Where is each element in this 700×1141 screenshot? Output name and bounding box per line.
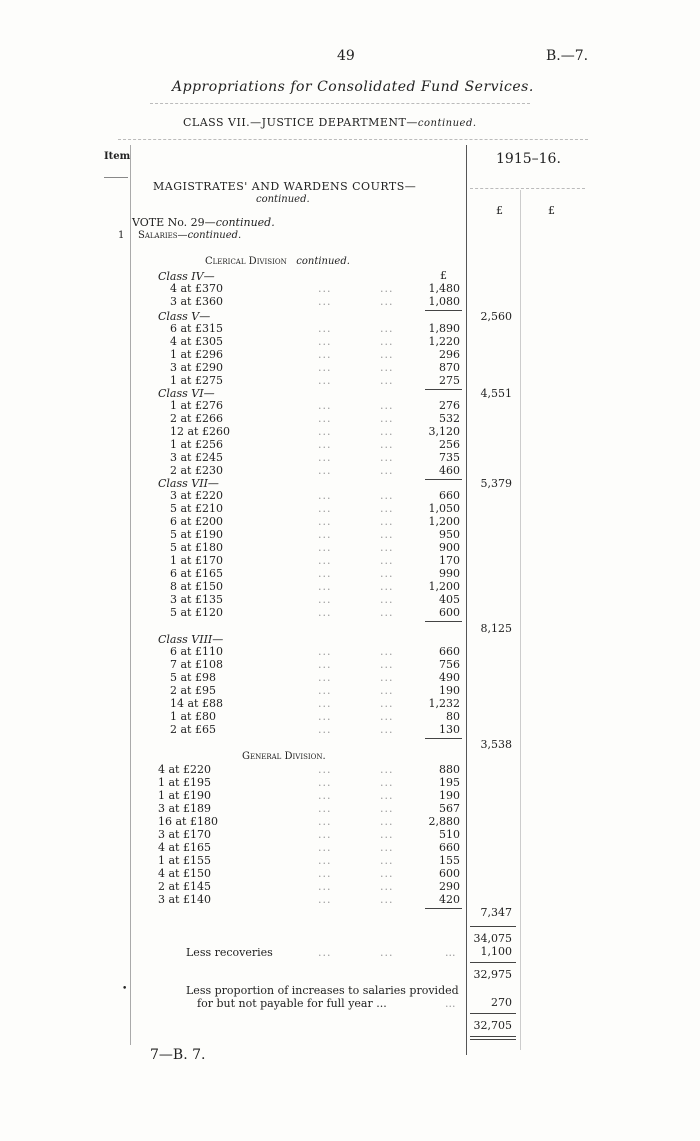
class-label: Class VII— [158,477,219,490]
dot-leader: ... [318,502,332,515]
document-reference: B.—7. [546,48,589,64]
increase-label-line1: Less proportion of increases to salaries provided [186,984,459,997]
subtotal-rule [470,926,516,927]
table-row [0,336,700,348]
table-row [0,283,700,295]
dot-leader: ... [380,438,394,451]
dot-leader: ... [318,515,332,528]
line-amount: 155 [439,854,460,867]
dot-leader: ... [318,697,332,710]
rate-description: 5 at £190 [170,528,223,541]
section-heading-continued: continued. [256,194,310,205]
increase-amount: 270 [491,996,512,1009]
dot-leader: ... [380,567,394,580]
line-amount: 1,480 [428,282,460,295]
page-number: 49 [337,48,355,64]
table-row [0,323,700,335]
table-row [0,607,700,619]
rate-description: 1 at £170 [170,554,223,567]
dot-leader: ... [380,593,394,606]
rate-description: 6 at £315 [170,322,223,335]
dot-leader: ... [380,893,394,906]
increase-leader: ... [445,997,456,1010]
line-amount: 880 [439,763,460,776]
class-total: 7,347 [480,906,512,919]
dot-leader: ... [380,464,394,477]
table-row [0,659,700,671]
line-amount: 296 [439,348,460,361]
table-row [0,362,700,374]
dot-leader: ... [318,815,332,828]
recoveries-label: Less recoveries [186,946,273,959]
dot-leader: ... [318,554,332,567]
rate-description: 1 at £195 [158,776,211,789]
dot-leader: ... [380,841,394,854]
line-amount: 990 [439,567,460,580]
recoveries-leader: ... [318,946,332,959]
table-row [0,296,700,308]
rate-description: 2 at £230 [170,464,223,477]
line-amount: 420 [439,893,460,906]
dot-leader: ... [380,606,394,619]
recoveries-amount: 1,100 [480,945,512,958]
table-row [0,516,700,528]
dot-leader: ... [318,828,332,841]
dot-leader: ... [380,399,394,412]
dot-leader: ... [318,593,332,606]
line-amount: 1,232 [428,697,460,710]
table-row [0,439,700,451]
dot-leader: ... [318,580,332,593]
rate-description: 5 at £210 [170,502,223,515]
section-heading: MAGISTRATES' AND WARDENS COURTS— [153,180,417,193]
dot-leader: ... [318,763,332,776]
dot-leader: ... [318,880,332,893]
dot-leader: ... [318,723,332,736]
table-row [0,375,700,387]
dot-leader: ... [318,606,332,619]
line-amount: 660 [439,841,460,854]
final-double-rule-1 [470,1036,516,1037]
rate-description: 3 at £189 [158,802,211,815]
rate-description: 3 at £140 [158,893,211,906]
line-amount: 567 [439,802,460,815]
line-amount: 130 [439,723,460,736]
table-row [0,646,700,658]
line-amount: 600 [439,606,460,619]
dot-leader: ... [318,841,332,854]
dot-leader: ... [380,880,394,893]
dot-leader: ... [380,348,394,361]
line-amount: 756 [439,658,460,671]
class-total: 5,379 [480,477,512,490]
dot-leader: ... [380,528,394,541]
table-row [0,555,700,567]
rate-description: 5 at £120 [170,606,223,619]
line-amount: 510 [439,828,460,841]
table-row [0,711,700,723]
class-total: 2,560 [480,310,512,323]
table-row [0,452,700,464]
line-amount: 195 [439,776,460,789]
rate-description: 4 at £165 [158,841,211,854]
rate-description: 12 at £260 [170,425,230,438]
line-amount: 1,080 [428,295,460,308]
table-row [0,581,700,593]
class-total: 4,551 [480,387,512,400]
dot-leader: ... [318,684,332,697]
dot-leader: ... [380,828,394,841]
final-amount: 32,705 [473,1019,512,1032]
dot-leader: ... [380,322,394,335]
rate-description: 1 at £256 [170,438,223,451]
dot-leader: ... [380,295,394,308]
rate-description: 3 at £135 [170,593,223,606]
rate-description: 8 at £150 [170,580,223,593]
table-row [0,842,700,854]
dot-leader: ... [380,282,394,295]
table-row [0,542,700,554]
line-amount: 3,120 [428,425,460,438]
rate-description: 16 at £180 [158,815,218,828]
rate-description: 5 at £180 [170,541,223,554]
table-row [0,777,700,789]
dot-leader: ... [380,489,394,502]
recoveries-leader-2: ... [380,946,394,959]
class-label: Class V— [158,310,211,323]
dot-leader: ... [318,645,332,658]
rate-description: 4 at £305 [170,335,223,348]
dot-leader: ... [380,710,394,723]
increase-label-line2: for but not payable for full year ... [197,997,387,1010]
dot-leader: ... [380,815,394,828]
pound-sign-1: £ [496,204,503,217]
line-amount: 735 [439,451,460,464]
dot-leader: ... [318,789,332,802]
table-row [0,594,700,606]
dot-leader: ... [380,854,394,867]
line-amount: 190 [439,789,460,802]
dot-leader: ... [318,671,332,684]
table-row [0,490,700,502]
dot-leader: ... [318,464,332,477]
table-row [0,855,700,867]
line-amount: 290 [439,880,460,893]
table-row [0,400,700,412]
table-row [0,426,700,438]
class-total: 8,125 [480,622,512,635]
rate-description: 1 at £296 [170,348,223,361]
dot-leader: ... [380,502,394,515]
item-header-rule [104,177,128,178]
pound-column-marker: £ [440,269,447,282]
dot-leader: ... [318,854,332,867]
line-amount: 460 [439,464,460,477]
dot-leader: ... [380,658,394,671]
dot-leader: ... [318,425,332,438]
dot-leader: ... [318,282,332,295]
table-row [0,881,700,893]
final-rule [470,1013,516,1014]
rate-description: 4 at £220 [158,763,211,776]
dot-leader: ... [318,658,332,671]
rate-description: 2 at £95 [170,684,216,697]
dot-leader: ... [380,684,394,697]
rate-description: 4 at £150 [158,867,211,880]
rate-description: 7 at £108 [170,658,223,671]
line-amount: 1,050 [428,502,460,515]
line-amount: 660 [439,489,460,502]
dot-leader: ... [318,776,332,789]
table-row [0,413,700,425]
dot-leader: ... [318,438,332,451]
dot-leader: ... [380,515,394,528]
rate-description: 1 at £155 [158,854,211,867]
line-amount: 2,880 [428,815,460,828]
dot-leader: ... [318,867,332,880]
dot-leader: ... [380,361,394,374]
table-row [0,465,700,477]
dot-leader: ... [380,580,394,593]
dot-leader: ... [318,567,332,580]
table-row [0,349,700,361]
title-rule [150,103,530,104]
line-amount: 80 [446,710,460,723]
table-row [0,829,700,841]
header-rule [118,139,588,140]
table-row [0,868,700,880]
dot-leader: ... [318,295,332,308]
net-amount: 32,975 [473,968,512,981]
dot-leader: ... [380,867,394,880]
line-amount: 1,890 [428,322,460,335]
subtotal-amount: 34,075 [473,932,512,945]
dot-leader: ... [380,554,394,567]
salaries-line: Salaries—continued. [138,230,242,241]
item-number: 1 [118,230,125,241]
dot-leader: ... [380,541,394,554]
item-column-header: Item [104,151,131,162]
line-amount: 276 [439,399,460,412]
rate-description: 2 at £65 [170,723,216,736]
rate-description: 6 at £165 [170,567,223,580]
class-label: Class VIII— [158,633,224,646]
rate-description: 1 at £80 [170,710,216,723]
dot-leader: ... [380,723,394,736]
final-double-rule-2 [470,1039,516,1040]
dot-leader: ... [380,451,394,464]
line-amount: 190 [439,684,460,697]
year-header-rule [470,188,585,189]
line-amount: 600 [439,867,460,880]
dot-leader: ... [318,451,332,464]
table-row [0,724,700,736]
rate-description: 3 at £245 [170,451,223,464]
table-row [0,790,700,802]
dot-leader: ... [380,645,394,658]
dot-leader: ... [380,425,394,438]
rate-description: 6 at £110 [170,645,223,658]
line-amount: 900 [439,541,460,554]
dot-leader: ... [380,763,394,776]
dot-leader: ... [318,399,332,412]
dot-leader: ... [318,489,332,502]
table-row [0,894,700,906]
table-row [0,698,700,710]
rate-description: 1 at £275 [170,374,223,387]
table-row [0,529,700,541]
dot-leader: ... [318,374,332,387]
line-amount: 275 [439,374,460,387]
line-amount: 950 [439,528,460,541]
rate-description: 3 at £220 [170,489,223,502]
line-amount: 660 [439,645,460,658]
line-amount: 870 [439,361,460,374]
rate-description: 6 at £200 [170,515,223,528]
line-amount: 532 [439,412,460,425]
dot-leader: ... [318,541,332,554]
dot-leader: ... [380,412,394,425]
table-row [0,803,700,815]
table-row [0,685,700,697]
rate-description: 3 at £290 [170,361,223,374]
clerical-division-heading: Clerical Division continued. [205,256,350,267]
line-amount: 256 [439,438,460,451]
dot-leader: ... [318,335,332,348]
line-amount: 1,200 [428,580,460,593]
dot-leader: ... [318,710,332,723]
class-label: Class IV— [158,270,215,283]
table-row [0,816,700,828]
dot-leader: ... [318,322,332,335]
dot-leader: ... [318,802,332,815]
rate-description: 2 at £266 [170,412,223,425]
dot-leader: ... [380,789,394,802]
rate-description: 3 at £360 [170,295,223,308]
dot-leader: ... [380,776,394,789]
net-rule [470,962,516,963]
dot-leader: ... [318,893,332,906]
dot-leader: ... [318,412,332,425]
rate-description: 3 at £170 [158,828,211,841]
pound-sign-2: £ [548,204,555,217]
bullet-marker: • [122,984,128,994]
class-heading: CLASS VII.—JUSTICE DEPARTMENT—continued. [183,116,477,129]
page-title: Appropriations for Consolidated Fund Services. [172,79,534,95]
table-row [0,764,700,776]
line-amount: 405 [439,593,460,606]
table-row [0,568,700,580]
dot-leader: ... [318,348,332,361]
rate-description: 1 at £276 [170,399,223,412]
rate-description: 4 at £370 [170,282,223,295]
footer-reference: 7—B. 7. [150,1047,206,1063]
table-row [0,672,700,684]
dot-leader: ... [380,335,394,348]
dot-leader: ... [380,697,394,710]
line-amount: 1,200 [428,515,460,528]
rate-description: 1 at £190 [158,789,211,802]
rate-description: 14 at £88 [170,697,223,710]
line-amount: 170 [439,554,460,567]
dot-leader: ... [318,361,332,374]
recoveries-leader-3: ... [445,946,456,959]
line-amount: 490 [439,671,460,684]
rate-description: 5 at £98 [170,671,216,684]
dot-leader: ... [380,802,394,815]
inner-column-divider [520,190,521,1050]
vote-line: VOTE No. 29—continued. [132,216,275,229]
class-label: Class VI— [158,387,215,400]
class-total: 3,538 [480,738,512,751]
dot-leader: ... [318,528,332,541]
table-row [0,503,700,515]
dot-leader: ... [380,671,394,684]
line-amount: 1,220 [428,335,460,348]
year-header: 1915–16. [496,151,561,167]
rate-description: 2 at £145 [158,880,211,893]
dot-leader: ... [380,374,394,387]
general-division-heading: General Division. [242,751,326,762]
